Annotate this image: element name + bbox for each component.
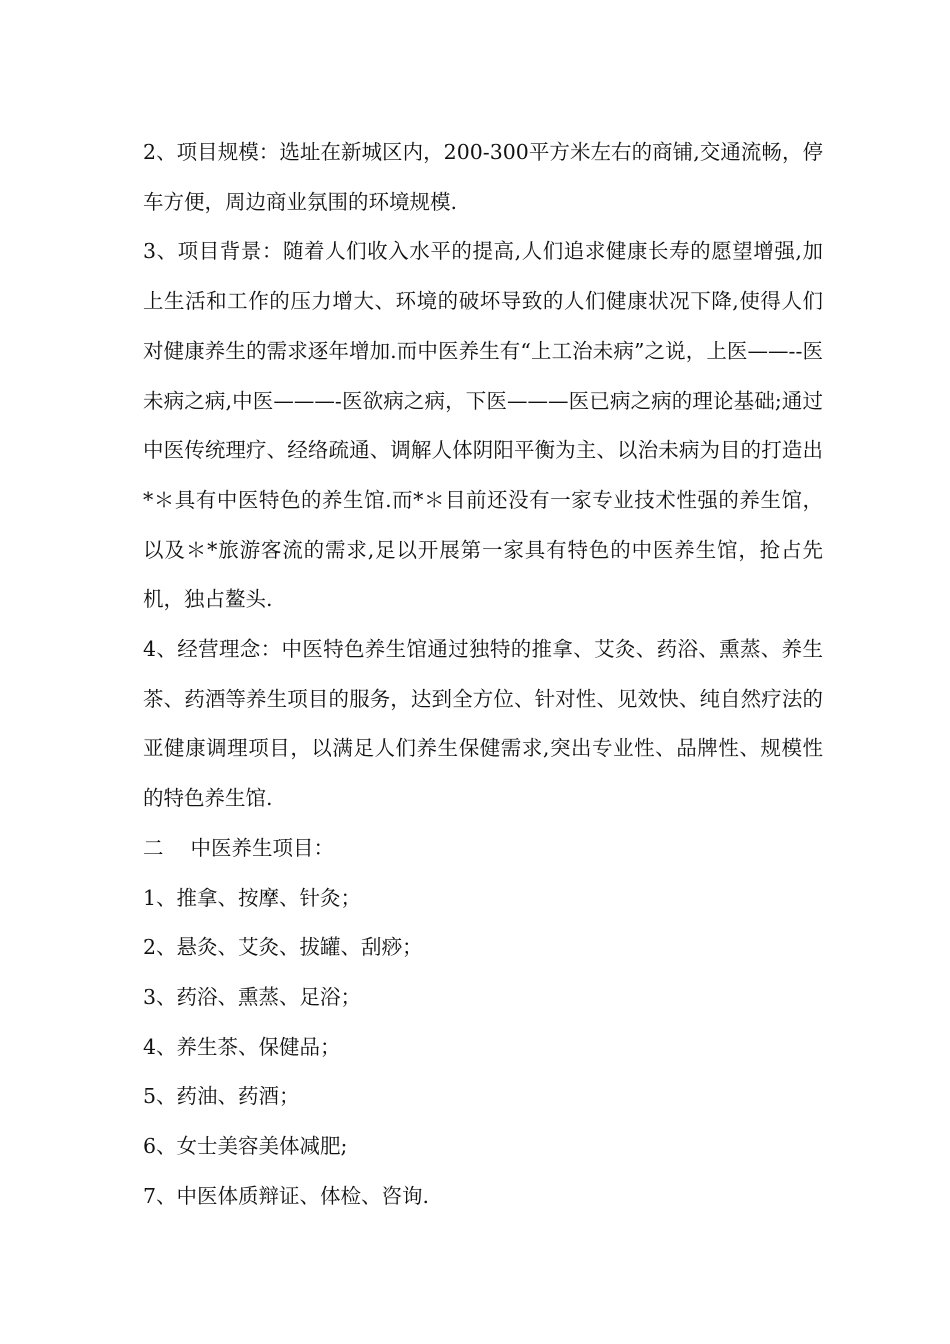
list-item: 1、推拿、按摩、针灸； xyxy=(143,885,362,910)
list-item: 5、药油、药酒； xyxy=(143,1084,300,1109)
document-body xyxy=(143,128,823,1221)
paragraph-project-scale: 2、项目规模：选址在新城区内，200-300平方米左右的商铺,交通流畅，停车方便，周边商业氛围的环境规模. xyxy=(143,140,823,214)
list-item: 2、悬灸、艾灸、拔罐、刮痧； xyxy=(143,935,423,960)
list-item: 7、中医体质辩证、体检、咨询. xyxy=(143,1183,430,1208)
list-item: 6、女士美容美体减肥; xyxy=(143,1134,348,1159)
list-item: 4、养生茶、保健品； xyxy=(143,1034,341,1059)
paragraph-business-philosophy: 4、经营理念：中医特色养生馆通过独特的推拿、艾灸、药浴、熏蒸、养生茶、药酒等养生项目的服务，达到全方位、针对性、见效快、纯自然疗法的亚健康调理项目，以满足人们养生保健需求,突出专业性、品牌性、规模性的特色养生馆. xyxy=(143,637,823,811)
list-item: 3、药浴、熏蒸、足浴； xyxy=(143,984,362,1009)
section-heading: 二 中医养生项目： xyxy=(143,835,335,860)
paragraph-project-background: 3、项目背景：随着人们收入水平的提高,人们追求健康长寿的愿望增强,加上生活和工作的压力增大、环境的破坏导致的人们健康状况下降,使得人们对健康养生的需求逐年增加.而中医养生有“上工治未病”之说，上医——--医未病之病,中医———-医欲病之病，下医———医已病之病的理论基础;通过中医传统理疗、经络疏通、调解人体阴阳平衡为主、以治未病为目的打造出*＊具有中医特色的养生馆.而*＊目前还没有一家专业技术性强的养生馆，以及＊*旅游客流的需求,足以开展第一家具有特色的中医养生馆，抢占先机，独占鳌头. xyxy=(143,239,823,612)
